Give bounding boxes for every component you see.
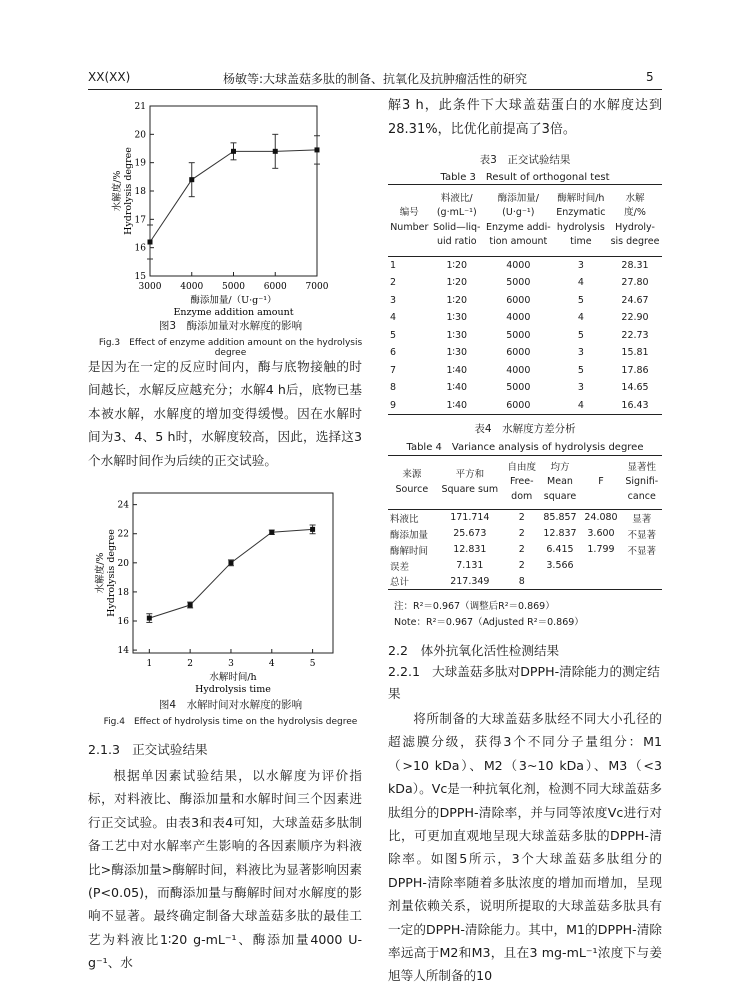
table-cell: 1∶20: [446, 260, 468, 271]
data-point: [231, 149, 236, 154]
header-text: 平方和: [455, 469, 485, 480]
table-3: [388, 184, 662, 415]
section-title: 大球盖菇多肽对DPPH-清除能力的测定结果: [388, 664, 660, 701]
table-row: [388, 292, 662, 310]
table-cell: 27.80: [621, 277, 649, 289]
table-cell: 24.080: [584, 512, 618, 524]
table-cell: 1∶40: [446, 364, 468, 376]
header-text: uid ratio: [436, 236, 477, 247]
table-cell: 5: [577, 364, 584, 376]
table-cell: 3.600: [587, 528, 615, 539]
table-cell: 24.67: [621, 294, 649, 306]
x-tick-label: 3000: [138, 282, 162, 292]
table-cell: 6: [390, 347, 397, 359]
table-cell: 不显著: [627, 545, 656, 557]
table-header-row: [388, 185, 662, 257]
section-2-2-heading: 2.2 体外抗氧化活性检测结果: [388, 643, 560, 658]
header-text: sis degree: [610, 236, 660, 247]
table-cell: 3: [577, 260, 584, 271]
data-point: [188, 603, 193, 608]
section-number: 2.1.3: [88, 742, 121, 757]
table-row: [388, 526, 662, 542]
x-tick-label: 6000: [263, 282, 287, 292]
plot-frame: [133, 493, 333, 653]
table-cell: 22.73: [621, 329, 649, 341]
data-point: [147, 616, 152, 621]
table-cell: 误差: [390, 561, 410, 573]
table-row: [388, 327, 662, 345]
x-tick-label: 5: [309, 659, 316, 669]
table-row: [388, 558, 662, 574]
table-cell: 8: [518, 575, 525, 587]
y-tick-label: 20: [134, 130, 146, 141]
table-header-cell: [431, 185, 483, 257]
x-axis-label-en: Enzyme addition amount: [173, 307, 294, 318]
figure-4-caption-en: Fig.4 Effect of hydrolysis time on the hydrolysis degree: [103, 717, 358, 727]
data-line: [149, 529, 312, 618]
table-cell: 8: [390, 382, 397, 394]
header-text: 酶添加量/: [497, 192, 539, 204]
y-tick-label: 14: [117, 646, 129, 657]
header-text: 自由度: [507, 461, 536, 473]
header-text: tion amount: [489, 236, 548, 247]
y-axis-label-en: Hydrolysis degree: [106, 529, 117, 617]
table-cell: 5000: [506, 277, 531, 289]
table-cell: 2: [518, 528, 525, 539]
paragraph-continued: 解3 h，此条件下大球盖菇蛋白的水解度达到28.31%，比优化前提高了3倍。: [388, 98, 662, 137]
table-cell: 171.714: [450, 512, 490, 524]
table-cell: 4: [577, 312, 584, 324]
running-title: 杨敏等:大球盖菇多肽的制备、抗氧化及抗肿瘤活性的研究: [222, 72, 528, 86]
header-text: Mean: [547, 476, 573, 488]
y-tick-label: 17: [134, 215, 146, 226]
data-line: [150, 150, 317, 242]
data-point: [273, 149, 278, 154]
table-cell: 1∶20: [446, 294, 468, 306]
figure-4-chart: [88, 482, 373, 700]
x-tick-label: 3: [228, 659, 234, 669]
table-header-cell: [539, 456, 580, 510]
table-3-title-cn: 表3 正交试验结果: [479, 154, 571, 166]
table-cell: 85.857: [543, 512, 577, 524]
section-2-1-3-heading: [88, 739, 208, 761]
table-cell: [539, 574, 580, 590]
table-3-title-en: Table 3 Result of orthogonal test: [440, 172, 610, 183]
paragraph-dpph: 将所制备的大球盖菇多肽经不同大小孔径的超滤膜分级，获得3个不同分子量组分：M1（>10 kDa）、M2（3~10 kDa）、M3（<3 kDa）。Vc是一种抗氧化剂，检测不同大球盖菇多肽组分的DPPH-清除率，并与同等浓度Vc进行对比，可更加直观地呈现大球盖菇多肽的DPPH-清除率。如图5所示，3个大球盖菇多肽组分的DPPH-清除率随着多肽浓度的增加而增加，呈现剂量依赖关系，说明所提取的大球盖菇多肽具有一定的DPPH-清除能力。其中，M1的DPPH-清除率远高于M2和M3，且在3 mg-mL⁻¹浓度下与姜旭等人所制备的10: [388, 711, 662, 984]
table-row: [388, 344, 662, 362]
table-cell: 12.837: [543, 528, 577, 539]
table-cell: 4000: [506, 312, 531, 324]
table-row: [388, 574, 662, 590]
table-header-cell: [608, 185, 662, 257]
y-tick-label: 15: [134, 272, 146, 282]
header-text: 酶解时间/h: [557, 192, 605, 204]
table-cell: 3: [577, 347, 584, 359]
x-tick-label: 7000: [305, 282, 329, 292]
table-header-cell: [580, 456, 621, 510]
table-4: [388, 455, 662, 590]
header-text: hydrolysis: [556, 221, 605, 233]
table-cell: 3: [390, 294, 397, 306]
table-row: [388, 274, 662, 292]
table-cell: [580, 574, 621, 590]
header-text: dom: [511, 490, 533, 502]
table-row: [388, 510, 662, 526]
table-cell: 16.43: [621, 399, 649, 411]
table-cell: 6.415: [546, 544, 574, 555]
journal-name: XX(XX): [88, 70, 131, 84]
table-cell: 7.131: [456, 560, 484, 571]
x-axis-label-cn: 酶添加量/（U·g⁻¹）: [190, 295, 277, 306]
table-cell: 4: [390, 312, 397, 324]
header-text: Square sum: [441, 483, 499, 495]
header-text: (g·mL⁻¹): [436, 207, 477, 218]
table-cell: 1∶30: [446, 347, 468, 359]
table-cell: 5000: [506, 329, 531, 341]
header-text: square: [543, 490, 577, 502]
table-cell: 3.566: [546, 560, 574, 571]
x-tick-label: 4000: [180, 282, 204, 292]
table-cell: 5: [577, 329, 584, 341]
table-cell: 4: [577, 277, 584, 289]
table-cell: 2: [518, 560, 525, 571]
table-cell: 15.81: [621, 347, 649, 359]
y-axis-label-en: Hydrolysis degree: [123, 147, 134, 235]
table-header-cell: [504, 456, 540, 510]
section-2-2-1-heading: [388, 661, 662, 705]
table-cell: 5: [390, 329, 397, 341]
table-cell: 5: [577, 294, 584, 306]
table-cell: 总计: [390, 577, 410, 589]
table-cell: 6000: [506, 399, 531, 411]
table-cell: 1∶30: [446, 329, 468, 341]
header-text: (U·g⁻¹): [502, 207, 535, 218]
table-header-cell: [388, 456, 436, 510]
data-point: [189, 177, 194, 182]
data-point: [228, 560, 233, 565]
header-text: Number: [390, 221, 429, 233]
table-cell: 22.90: [621, 312, 649, 324]
header-text: Enzymatic: [556, 207, 606, 218]
table-header-cell: [621, 456, 662, 510]
table-row: [388, 257, 662, 275]
table-row: [388, 379, 662, 397]
y-tick-label: 24: [117, 500, 129, 511]
y-tick-label: 21: [134, 102, 146, 112]
data-point: [148, 240, 153, 245]
table-row: [388, 362, 662, 380]
figure-3-caption-cn: 图3 酶添加量对水解度的影响: [158, 320, 303, 332]
header-text: 水解: [625, 192, 645, 204]
table-cell: 2: [518, 544, 525, 555]
table-4-note-cn: 注：R²＝0.967（调整后R²＝0.869）: [394, 601, 555, 612]
table-cell: 6000: [506, 294, 531, 306]
table-cell: [621, 558, 662, 574]
table-cell: 5000: [506, 382, 531, 394]
table-4-note-en: Note：R²＝0.967（Adjusted R²＝0.869）: [394, 617, 584, 628]
table-header-cell: [554, 185, 608, 257]
table-cell: 1∶30: [446, 312, 468, 324]
plot-frame: [150, 106, 317, 276]
table-row: [388, 542, 662, 558]
table-cell: 4000: [506, 260, 531, 271]
data-point: [310, 527, 315, 532]
table-cell: [580, 558, 621, 574]
y-tick-label: 20: [117, 558, 129, 569]
table-4-title-en: Table 4 Variance analysis of hydrolysis degree: [406, 442, 644, 453]
header-text: 显著性: [627, 461, 656, 473]
y-tick-label: 19: [134, 158, 146, 169]
table-cell: 12.831: [453, 544, 487, 555]
header-text: Solid—liq-: [433, 221, 481, 233]
table-cell: 1: [390, 260, 397, 271]
x-axis-label-cn: 水解时间/h: [209, 672, 257, 683]
table-header-cell: [483, 185, 554, 257]
header-text: cance: [627, 490, 656, 502]
data-point: [315, 147, 320, 152]
x-axis-label-en: Hydrolysis time: [195, 684, 271, 695]
header-text: Signifi-: [625, 476, 659, 488]
table-cell: 酶解时间: [390, 545, 429, 557]
section-number: 2.2.1: [388, 664, 421, 679]
data-point: [269, 530, 274, 535]
table-cell: 2: [390, 277, 397, 289]
y-axis-label-cn: 水解度/%: [95, 552, 106, 594]
x-tick-label: 1: [146, 659, 153, 669]
header-text: 料液比/: [440, 192, 473, 204]
table-cell: 14.65: [621, 382, 649, 394]
paragraph-orthogonal-results: 根据单因素试验结果，以水解度为评价指标，对料液比、酶添加量和水解时间三个因素进行正交试验。由表3和表4可知，大球盖菇多肽制备工艺中对水解率产生影响的各因素顺序为料液比>酶添加量>酶解时间，料液比为显著影响因素(P<0.05)，而酶添加量与酶解时间对水解度的影响不显著。最终确定制备大球盖菇多肽的最佳工艺为料液比1∶20 g-mL⁻¹、酶添加量4000 U-g⁻¹、水: [88, 768, 362, 971]
table-cell: 217.349: [450, 575, 490, 587]
header-text: Source: [395, 483, 429, 495]
figure-3-caption-en: Fig.3 Effect of enzyme addition amount on the hydrolysis degree: [98, 338, 363, 358]
table-cell: 17.86: [621, 364, 649, 376]
table-cell: 显著: [632, 513, 652, 525]
header-text: F: [598, 476, 604, 488]
y-tick-label: 16: [117, 617, 129, 627]
table-cell: 9: [390, 399, 397, 411]
table-cell: 酶添加量: [390, 529, 429, 541]
table-cell: 2: [518, 512, 525, 524]
header-text: Enzyme addi-: [485, 221, 551, 233]
table-cell: 28.31: [621, 260, 649, 271]
y-tick-label: 18: [117, 587, 129, 598]
header-text: 度/%: [624, 207, 646, 218]
table-cell: 3: [577, 382, 584, 394]
table-cell: 1∶20: [446, 277, 468, 289]
table-cell: 料液比: [390, 513, 419, 525]
y-tick-label: 18: [134, 187, 146, 197]
header-text: Free-: [509, 476, 534, 488]
table-cell: 1.799: [587, 544, 615, 555]
header-text: 编号: [399, 207, 419, 218]
header-text: 均方: [550, 461, 570, 473]
header-rule: [88, 89, 662, 90]
y-axis-label-cn: 水解度/%: [112, 170, 123, 212]
table-4-title-cn: 表4 水解度方差分析: [474, 423, 576, 435]
table-cell: 1∶40: [446, 399, 468, 411]
table-cell: 7: [390, 364, 397, 376]
table-cell: 4: [577, 399, 584, 411]
section-title: 正交试验结果: [132, 742, 208, 757]
figure-4-caption-cn: 图4 水解时间对水解度的影响: [158, 699, 303, 711]
table-header-row: [388, 456, 662, 510]
y-tick-label: 16: [134, 243, 146, 254]
paragraph-hydrolysis-time: 是因为在一定的反应时间内，酶与底物接触的时间越长，水解反应越充分；水解4 h后，底物已基本被水解，水解度的增加变得缓慢。因在水解时间为3、4、5 h时，水解度较高，因此，选择这3个水解时间作为后续的正交试验。: [88, 359, 362, 468]
header-text: 来源: [402, 469, 422, 480]
header-text: time: [570, 236, 592, 247]
table-cell: 1∶40: [446, 382, 468, 394]
table-cell: 4000: [506, 364, 531, 376]
x-tick-label: 2: [187, 659, 194, 669]
header-text: Hydroly-: [615, 221, 655, 233]
table-row: [388, 309, 662, 327]
table-header-cell: [436, 456, 504, 510]
table-cell: 不显著: [627, 529, 656, 541]
x-tick-label: 4: [268, 659, 275, 669]
table-row: [388, 397, 662, 415]
table-cell: 6000: [506, 347, 531, 359]
x-tick-label: 5000: [222, 282, 245, 292]
y-tick-label: 22: [117, 529, 129, 540]
page-number: 5: [646, 70, 654, 84]
figure-3-chart: [88, 98, 373, 320]
table-cell: 25.673: [453, 528, 487, 539]
table-header-cell: [388, 185, 431, 257]
table-cell: [621, 574, 662, 590]
